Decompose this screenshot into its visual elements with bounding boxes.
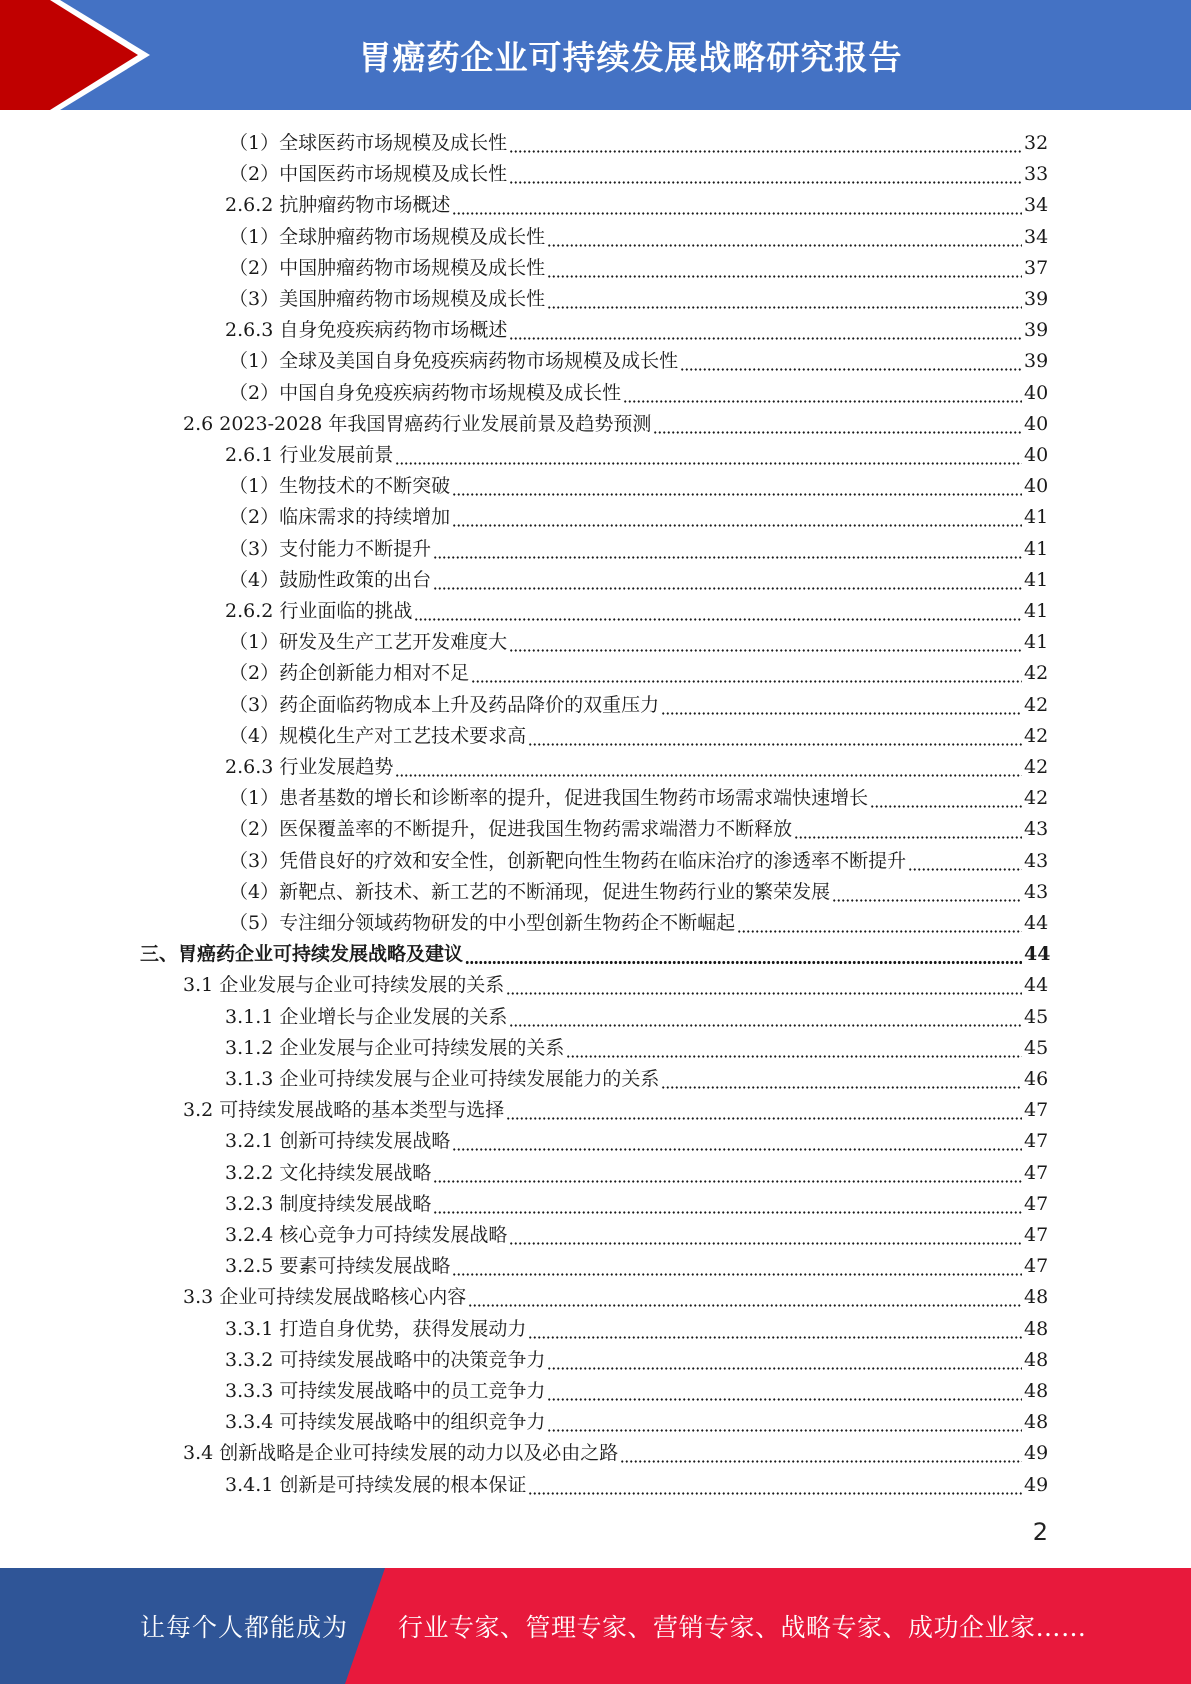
- toc-entry-page: 42: [1024, 724, 1049, 747]
- toc-entry-page: 42: [1024, 693, 1049, 716]
- toc-entry-page: 40: [1024, 475, 1049, 498]
- toc-entry-label: 3.4.1 创新是可持续发展的根本保证: [225, 1473, 527, 1496]
- toc-entry-page: 39: [1024, 288, 1049, 310]
- report-title: 胃癌药企业可持续发展战略研究报告: [358, 37, 903, 77]
- toc-dot-leader: [509, 1002, 1022, 1033]
- toc-entry[interactable]: [183, 970, 1048, 1001]
- toc-dot-leader: [509, 1220, 1022, 1251]
- toc-entry-label: 3.2.5 要素可持续发展战略: [225, 1255, 451, 1278]
- toc-entry[interactable]: [229, 502, 1048, 533]
- toc-entry-page: 39: [1024, 350, 1049, 373]
- toc-entry-page: 48: [1024, 1380, 1049, 1402]
- toc-entry[interactable]: [229, 222, 1048, 253]
- toc-entry-label: 3.2.3 制度持续发展战略: [225, 1192, 432, 1215]
- toc-entry-label: （4）鼓励性政策的出台: [229, 568, 432, 591]
- toc-entry[interactable]: [229, 846, 1048, 877]
- toc-entry[interactable]: [225, 1126, 1048, 1157]
- toc-entry-page: 41: [1024, 537, 1049, 560]
- toc-entry[interactable]: [183, 1095, 1048, 1126]
- toc-entry-page: 41: [1024, 506, 1049, 529]
- toc-entry[interactable]: [229, 346, 1048, 377]
- toc-entry-label: （2）药企创新能力相对不足: [229, 662, 470, 685]
- toc-dot-leader: [509, 128, 1022, 159]
- page-header: [0, 0, 1191, 110]
- toc-entry-page: 41: [1024, 568, 1049, 591]
- toc-dot-leader: [547, 1376, 1022, 1407]
- toc-dot-leader: [433, 534, 1022, 565]
- toc-entry-label: （3）凭借良好的疗效和安全性，创新靶向性生物药在临床治疗的渗透率不断提升: [229, 849, 907, 872]
- toc-entry-page: 37: [1024, 256, 1049, 279]
- toc-entry-page: 41: [1024, 631, 1049, 654]
- toc-entry-page: 33: [1024, 163, 1049, 186]
- toc-dot-leader: [452, 1126, 1022, 1157]
- toc-dot-leader: [870, 783, 1022, 814]
- toc-entry-page: 48: [1024, 1286, 1049, 1309]
- toc-dot-leader: [452, 502, 1022, 533]
- toc-dot-leader: [832, 877, 1022, 908]
- toc-entry-page: 48: [1024, 1411, 1049, 1434]
- toc-dot-leader: [528, 721, 1022, 752]
- toc-entry-label: 3.4 创新战略是企业可持续发展的动力以及必由之路: [183, 1442, 619, 1465]
- header-chevron-graphic: [0, 0, 170, 110]
- toc-entry-label: （1）患者基数的增长和诊断率的提升，促进我国生物药市场需求端快速增长: [229, 787, 869, 810]
- toc-entry-label: 3.3.1 打造自身优势，获得发展动力: [225, 1317, 527, 1340]
- toc-entry-page: 34: [1024, 225, 1049, 248]
- toc-dot-leader: [509, 627, 1022, 658]
- toc-entry-page: 43: [1024, 880, 1049, 903]
- toc-entry-page: 39: [1024, 319, 1049, 342]
- toc-entry[interactable]: [229, 128, 1048, 159]
- toc-dot-leader: [737, 908, 1022, 939]
- toc-entry-label: （3）支付能力不断提升: [229, 537, 432, 560]
- toc-entry[interactable]: [229, 627, 1048, 658]
- toc-dot-leader: [908, 846, 1022, 877]
- toc-entry-label: 2.6.3 行业发展趋势: [225, 756, 394, 778]
- footer-slogan-right: 行业专家、管理专家、营销专家、战略专家、成功企业家……: [398, 1613, 1087, 1642]
- footer-slogan-left: 让每个人都能成为: [140, 1613, 349, 1642]
- toc-entry-label: 3.1.3 企业可持续发展与企业可持续发展能力的关系: [225, 1068, 660, 1090]
- toc-entry[interactable]: [225, 752, 1048, 783]
- page-footer: [0, 1568, 1191, 1684]
- toc-dot-leader: [547, 222, 1022, 253]
- toc-entry-label: 3.1.1 企业增长与企业发展的关系: [225, 1005, 508, 1028]
- toc-entry-label: （1）全球医药市场规模及成长性: [229, 132, 508, 154]
- toc-entry-page: 47: [1024, 1224, 1049, 1246]
- toc-entry[interactable]: [225, 1064, 1048, 1095]
- toc-entry-page: 49: [1024, 1442, 1049, 1465]
- toc-entry[interactable]: [225, 315, 1048, 346]
- toc-entry[interactable]: [229, 159, 1048, 190]
- toc-entry-page: 45: [1024, 1005, 1049, 1028]
- toc-entry[interactable]: [229, 690, 1048, 721]
- toc-dot-leader: [452, 190, 1022, 221]
- toc-entry-label: （5）专注细分领域药物研发的中小型创新生物药企不断崛起: [229, 912, 736, 934]
- toc-entry[interactable]: [229, 814, 1048, 845]
- toc-entry-page: 42: [1024, 787, 1049, 810]
- toc-entry-label: 3.3.2 可持续发展战略中的决策竞争力: [225, 1348, 546, 1371]
- toc-dot-leader: [433, 1158, 1022, 1189]
- toc-entry-label: 3.2.2 文化持续发展战略: [225, 1161, 432, 1184]
- toc-entry-label: 2.6.2 抗肿瘤药物市场概述: [225, 194, 451, 217]
- toc-entry-label: （1）生物技术的不断突破: [229, 475, 451, 498]
- toc-entry-label: （2）医保覆盖率的不断提升，促进我国生物药需求端潜力不断释放: [229, 818, 793, 841]
- toc-entry-page: 44: [1024, 974, 1049, 997]
- toc-entry-page: 49: [1024, 1473, 1049, 1496]
- toc-entry-label: （2）中国医药市场规模及成长性: [229, 163, 508, 186]
- toc-entry[interactable]: [229, 658, 1048, 689]
- toc-entry-label: （2）临床需求的持续增加: [229, 506, 451, 529]
- toc-dot-leader: [528, 1470, 1022, 1501]
- toc-entry-label: （4）新靶点、新技术、新工艺的不断涌现，促进生物药行业的繁荣发展: [229, 880, 831, 903]
- toc-entry[interactable]: [225, 1314, 1048, 1345]
- toc-dot-leader: [452, 1251, 1022, 1282]
- toc-entry-label: 三、胃癌药企业可持续发展战略及建议: [140, 943, 464, 966]
- toc-entry-page: 44: [1024, 943, 1051, 966]
- toc-entry[interactable]: [225, 190, 1048, 221]
- toc-entry-label: （4）规模化生产对工艺技术要求高: [229, 724, 527, 747]
- toc-entry-label: （1）全球及美国自身免疫疾病药物市场规模及成长性: [229, 350, 679, 373]
- toc-entry[interactable]: [225, 1376, 1048, 1407]
- toc-entry-page: 48: [1024, 1317, 1049, 1340]
- toc-dot-leader: [547, 284, 1022, 315]
- toc-entry-label: 2.6.3 自身免疫疾病药物市场概述: [225, 319, 508, 342]
- toc-entry-page: 47: [1024, 1130, 1049, 1153]
- toc-dot-leader: [547, 1407, 1022, 1438]
- toc-dot-leader: [465, 939, 1022, 970]
- toc-entry[interactable]: [229, 783, 1048, 814]
- toc-dot-leader: [506, 970, 1022, 1001]
- toc-dot-leader: [566, 1033, 1022, 1064]
- toc-entry-page: 40: [1024, 444, 1049, 466]
- toc-entry-page: 44: [1024, 912, 1049, 934]
- toc-entry-page: 34: [1024, 194, 1049, 217]
- toc-entry[interactable]: [229, 721, 1048, 752]
- toc-dot-leader: [794, 814, 1022, 845]
- toc-entry[interactable]: [225, 1002, 1048, 1033]
- toc-entry[interactable]: [225, 1345, 1048, 1376]
- toc-entry[interactable]: [225, 1033, 1048, 1064]
- toc-entry[interactable]: [229, 284, 1048, 315]
- toc-entry-label: 3.3.4 可持续发展战略中的组织竞争力: [225, 1411, 546, 1434]
- toc-entry-page: 40: [1024, 412, 1049, 435]
- toc-entry-page: 42: [1024, 662, 1049, 685]
- toc-dot-leader: [471, 658, 1022, 689]
- toc-entry-page: 43: [1024, 818, 1049, 841]
- toc-dot-leader: [395, 440, 1022, 471]
- toc-dot-leader: [547, 253, 1022, 284]
- toc-dot-leader: [661, 690, 1022, 721]
- toc-dot-leader: [623, 378, 1022, 409]
- toc-entry-page: 32: [1024, 132, 1049, 154]
- toc-entry-label: 3.2 可持续发展战略的基本类型与选择: [183, 1099, 505, 1122]
- toc-entry-page: 48: [1024, 1348, 1049, 1371]
- toc-entry[interactable]: [225, 1158, 1048, 1189]
- toc-dot-leader: [509, 159, 1022, 190]
- toc-entry-page: 43: [1024, 849, 1049, 872]
- toc-entry-label: （3）美国肿瘤药物市场规模及成长性: [229, 288, 546, 310]
- toc-dot-leader: [509, 315, 1022, 346]
- toc-entry-page: 42: [1024, 756, 1049, 778]
- toc-dot-leader: [433, 1189, 1022, 1220]
- toc-entry[interactable]: [229, 565, 1048, 596]
- toc-dot-leader: [653, 409, 1022, 440]
- toc-entry[interactable]: [229, 253, 1048, 284]
- toc-entry[interactable]: [229, 877, 1048, 908]
- toc-entry[interactable]: [225, 1470, 1048, 1501]
- toc-entry[interactable]: [140, 939, 1051, 970]
- toc-dot-leader: [506, 1095, 1022, 1126]
- toc-dot-leader: [395, 752, 1022, 783]
- toc-dot-leader: [661, 1064, 1022, 1095]
- toc-entry[interactable]: [183, 1438, 1048, 1469]
- toc-entry-label: （1）全球肿瘤药物市场规模及成长性: [229, 225, 546, 248]
- toc-entry[interactable]: [225, 1220, 1048, 1251]
- toc-entry-label: 3.2.4 核心竞争力可持续发展战略: [225, 1224, 508, 1246]
- toc-entry-page: 47: [1024, 1099, 1049, 1122]
- toc-entry[interactable]: [183, 1282, 1048, 1313]
- toc-dot-leader: [680, 346, 1022, 377]
- toc-entry-page: 45: [1024, 1036, 1049, 1059]
- page-number: 2: [1032, 1518, 1048, 1546]
- toc-entry-label: 3.1 企业发展与企业可持续发展的关系: [183, 974, 505, 997]
- toc-entry-label: 2.6.2 行业面临的挑战: [225, 600, 413, 622]
- toc-entry[interactable]: [229, 908, 1048, 939]
- toc-dot-leader: [547, 1345, 1022, 1376]
- toc-entry-page: 40: [1024, 381, 1049, 404]
- toc-entry[interactable]: [225, 596, 1048, 627]
- toc-entry[interactable]: [229, 378, 1048, 409]
- toc-entry-label: 2.6.1 行业发展前景: [225, 444, 394, 466]
- toc-entry-page: 41: [1024, 600, 1049, 622]
- toc-entry-label: 3.3.3 可持续发展战略中的员工竞争力: [225, 1380, 546, 1402]
- toc-entry-page: 47: [1024, 1255, 1049, 1278]
- toc-dot-leader: [452, 471, 1022, 502]
- toc-entry[interactable]: [225, 1189, 1048, 1220]
- toc-entry-label: （3）药企面临药物成本上升及药品降价的双重压力: [229, 693, 660, 716]
- toc-entry[interactable]: [229, 534, 1048, 565]
- toc-entry[interactable]: [225, 1407, 1048, 1438]
- toc-entry[interactable]: [225, 1251, 1048, 1282]
- toc-entry[interactable]: [229, 471, 1048, 502]
- toc-entry-label: （1）研发及生产工艺开发难度大: [229, 631, 508, 654]
- toc-dot-leader: [433, 565, 1022, 596]
- toc-entry-label: 3.3 企业可持续发展战略核心内容: [183, 1286, 467, 1309]
- toc-dot-leader: [620, 1438, 1022, 1469]
- toc-entry-page: 47: [1024, 1161, 1049, 1184]
- toc-entry-label: 2.6 2023-2028 年我国胃癌药行业发展前景及趋势预测: [183, 412, 652, 435]
- toc-dot-leader: [414, 596, 1022, 627]
- toc-entry-label: （2）中国肿瘤药物市场规模及成长性: [229, 256, 546, 279]
- toc-entry-label: 3.2.1 创新可持续发展战略: [225, 1130, 451, 1153]
- toc-entry-page: 46: [1024, 1068, 1049, 1090]
- toc-entry-label: 3.1.2 企业发展与企业可持续发展的关系: [225, 1036, 565, 1059]
- toc-entry-page: 47: [1024, 1192, 1049, 1215]
- toc-entry-label: （2）中国自身免疫疾病药物市场规模及成长性: [229, 381, 622, 404]
- toc-entry[interactable]: [183, 409, 1048, 440]
- toc-dot-leader: [528, 1314, 1022, 1345]
- toc-dot-leader: [468, 1282, 1022, 1313]
- toc-entry[interactable]: [225, 440, 1048, 471]
